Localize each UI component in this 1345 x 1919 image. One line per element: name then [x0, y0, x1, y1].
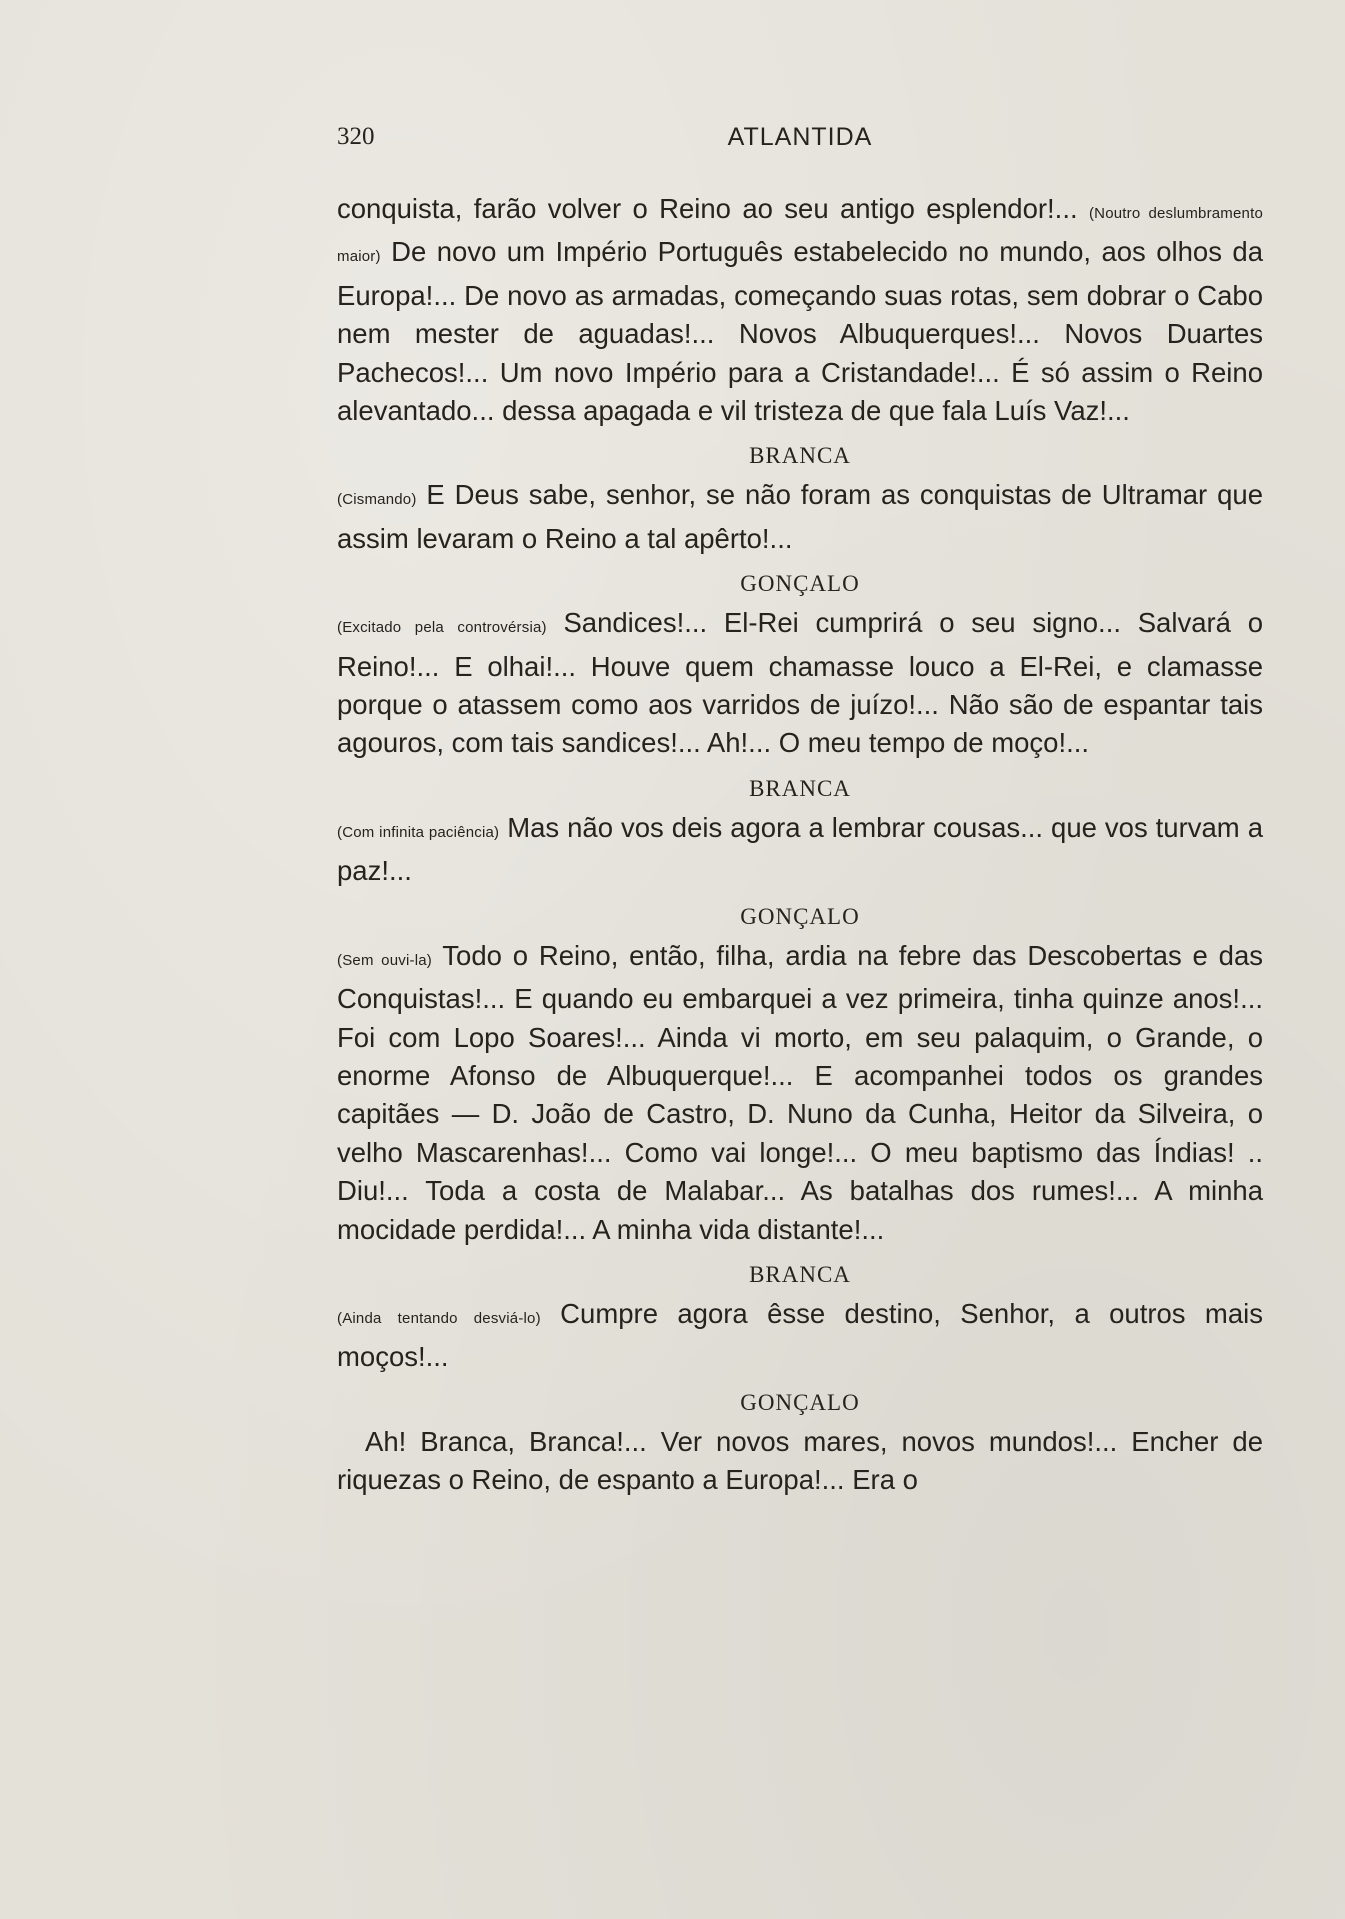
paragraph — [337, 1295, 1263, 1377]
paragraph-text: Sandices!... El-Rei cumprirá o seu signo... Salvará o Reino!... E olhai!... Houve quem chamasse louco a El-Rei, e clamasse porque o atassem como aos varridos de juízo!... Não são de espantar tais agouros, com tais sandices!... Ah!... O meu tempo de moço!... — [337, 607, 1263, 759]
stage-direction: (Excitado pela controvérsia) — [337, 619, 547, 637]
speaker-name: GONÇALO — [740, 903, 860, 929]
stage-direction: (Ainda tentando desviá-lo) — [337, 1309, 541, 1327]
paragraph-text: De novo um Império Português estabelecido no mundo, aos olhos da Europa!... De novo as armadas, começando suas rotas, sem dobrar o Cabo nem mester de aguadas!... Novos Albuquerques!... Novos Duartes Pachecos!... Um novo Império para a Cristandade!... É só assim o Reino alevantado... dessa apagada e vil tristeza de que fala Luís Vaz!... — [337, 236, 1263, 427]
stage-direction: (Sem ouvi-la) — [337, 951, 432, 969]
page-body — [337, 190, 1263, 1500]
paragraph — [337, 809, 1263, 891]
speaker-name: BRANCA — [749, 443, 851, 469]
stage-direction: (Com infinita paciência) — [337, 823, 500, 841]
page-header — [337, 123, 1263, 163]
paragraph — [337, 937, 1263, 1249]
paragraph-text: Ah! Branca, Branca!... Ver novos mares, novos mundos!... Encher de riquezas o Reino, de espanto a Europa!... Era o — [337, 1425, 1263, 1496]
paragraph-text: Cumpre agora êsse destino, Senhor, a outros mais moços!... — [337, 1297, 1263, 1373]
stage-direction: (Cismando) — [337, 491, 417, 509]
running-title: ATLANTIDA — [727, 123, 873, 151]
paragraph-text: Todo o Reino, então, filha, ardia na febre das Descobertas e das Conquistas!... E quando eu embarquei a vez primeira, tinha quinze anos!... Foi com Lopo Soares!... Ainda vi morto, em seu palaquim, o Grande, o enorme Afonso de Albuquerque!... E acompanhei todos os grandes capitães — D. João de Castro, D. Nuno da Cunha, Heitor da Silveira, o velho Mascarenhas!... Como vai longe!... O meu baptismo das Índias! .. Diu!... Toda a costa de Malabar... As batalhas dos rumes!... A minha mocidade perdida!... A minha vida distante!... — [337, 939, 1263, 1245]
page-number: 320 — [337, 123, 375, 150]
stage-direction: (Noutro deslumbramento maior) — [337, 205, 1263, 266]
paragraph-text: conquista, farão volver o Reino ao seu antigo esplendor!... — [337, 193, 1089, 224]
paragraph — [337, 1423, 1263, 1500]
paragraph — [337, 476, 1263, 558]
paragraph — [337, 604, 1263, 763]
paragraph — [337, 190, 1263, 430]
speaker-name: GONÇALO — [740, 571, 860, 597]
paragraph-text: Mas não vos deis agora a lembrar cousas... que vos turvam a paz!... — [337, 811, 1263, 887]
speaker-name: GONÇALO — [740, 1389, 860, 1415]
speaker-name: BRANCA — [749, 775, 851, 801]
speaker-name: BRANCA — [749, 1261, 851, 1287]
paragraph-text: E Deus sabe, senhor, se não foram as conquistas de Ultramar que assim levaram o Reino a tal apêrto!... — [337, 479, 1263, 554]
